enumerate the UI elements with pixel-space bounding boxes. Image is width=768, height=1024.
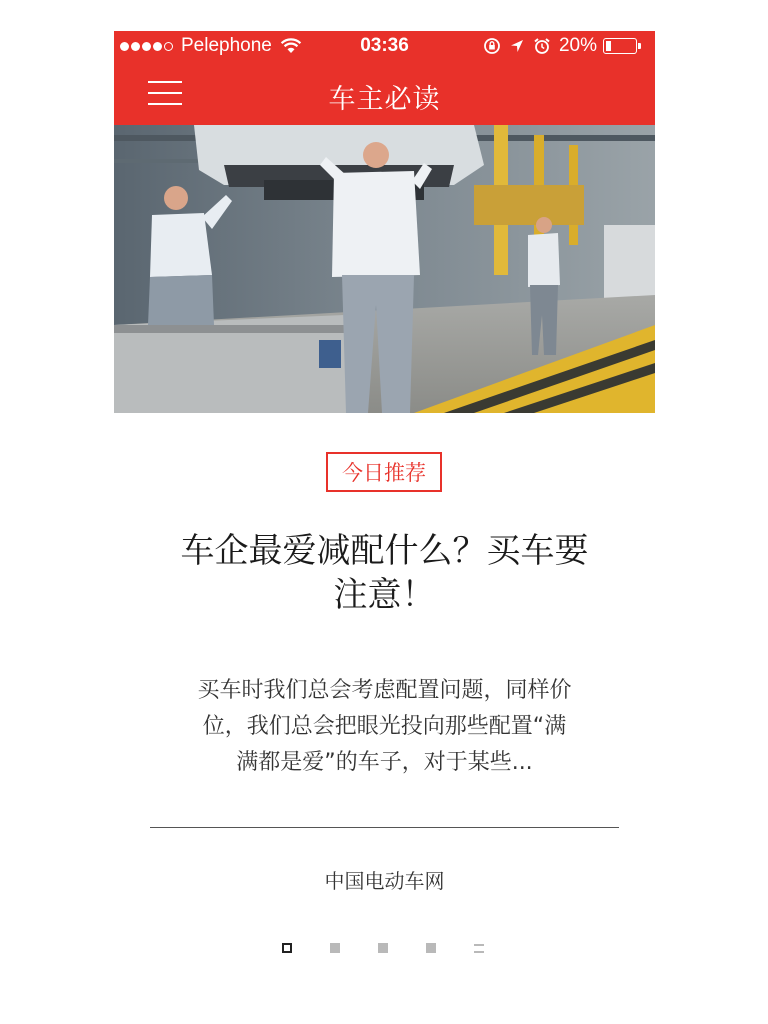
page-title: 车主必读	[328, 84, 441, 115]
summary-line: 位，我们总会把眼光投向那些配置“满	[202, 714, 567, 739]
article-source: 中国电动车网	[324, 869, 445, 893]
recommend-tag: 今日推荐	[326, 452, 442, 492]
headline-line: 注意！	[333, 575, 436, 615]
article-summary	[169, 673, 600, 781]
page-dot[interactable]	[330, 943, 340, 953]
battery-icon	[603, 38, 637, 54]
page-dot[interactable]	[426, 943, 436, 953]
carrier-name: Pelephone	[181, 35, 272, 56]
status-bar	[114, 31, 655, 61]
app-screen	[114, 31, 655, 1024]
battery-level-fill	[606, 41, 611, 51]
battery-percent: 20%	[558, 35, 597, 56]
article-hero-image[interactable]	[114, 125, 655, 413]
orientation-lock-icon	[483, 37, 501, 55]
article-headline[interactable]	[144, 529, 625, 617]
page-list-icon[interactable]	[474, 944, 484, 953]
factory-photo	[114, 125, 655, 413]
location-arrow-icon	[509, 38, 525, 54]
divider	[150, 827, 619, 828]
page-dot-active[interactable]	[282, 943, 292, 953]
page-indicator	[282, 943, 522, 953]
summary-line: 满都是爱”的车子，对于某些...	[236, 750, 533, 775]
summary-line: 买车时我们总会考虑配置问题，同样价	[197, 678, 572, 703]
nav-bar	[114, 61, 655, 125]
page-dot[interactable]	[378, 943, 388, 953]
headline-line: 车企最爱减配什么？买车要	[180, 531, 589, 571]
status-time: 03:36	[360, 35, 409, 56]
status-right	[475, 35, 637, 57]
alarm-icon	[533, 37, 551, 55]
